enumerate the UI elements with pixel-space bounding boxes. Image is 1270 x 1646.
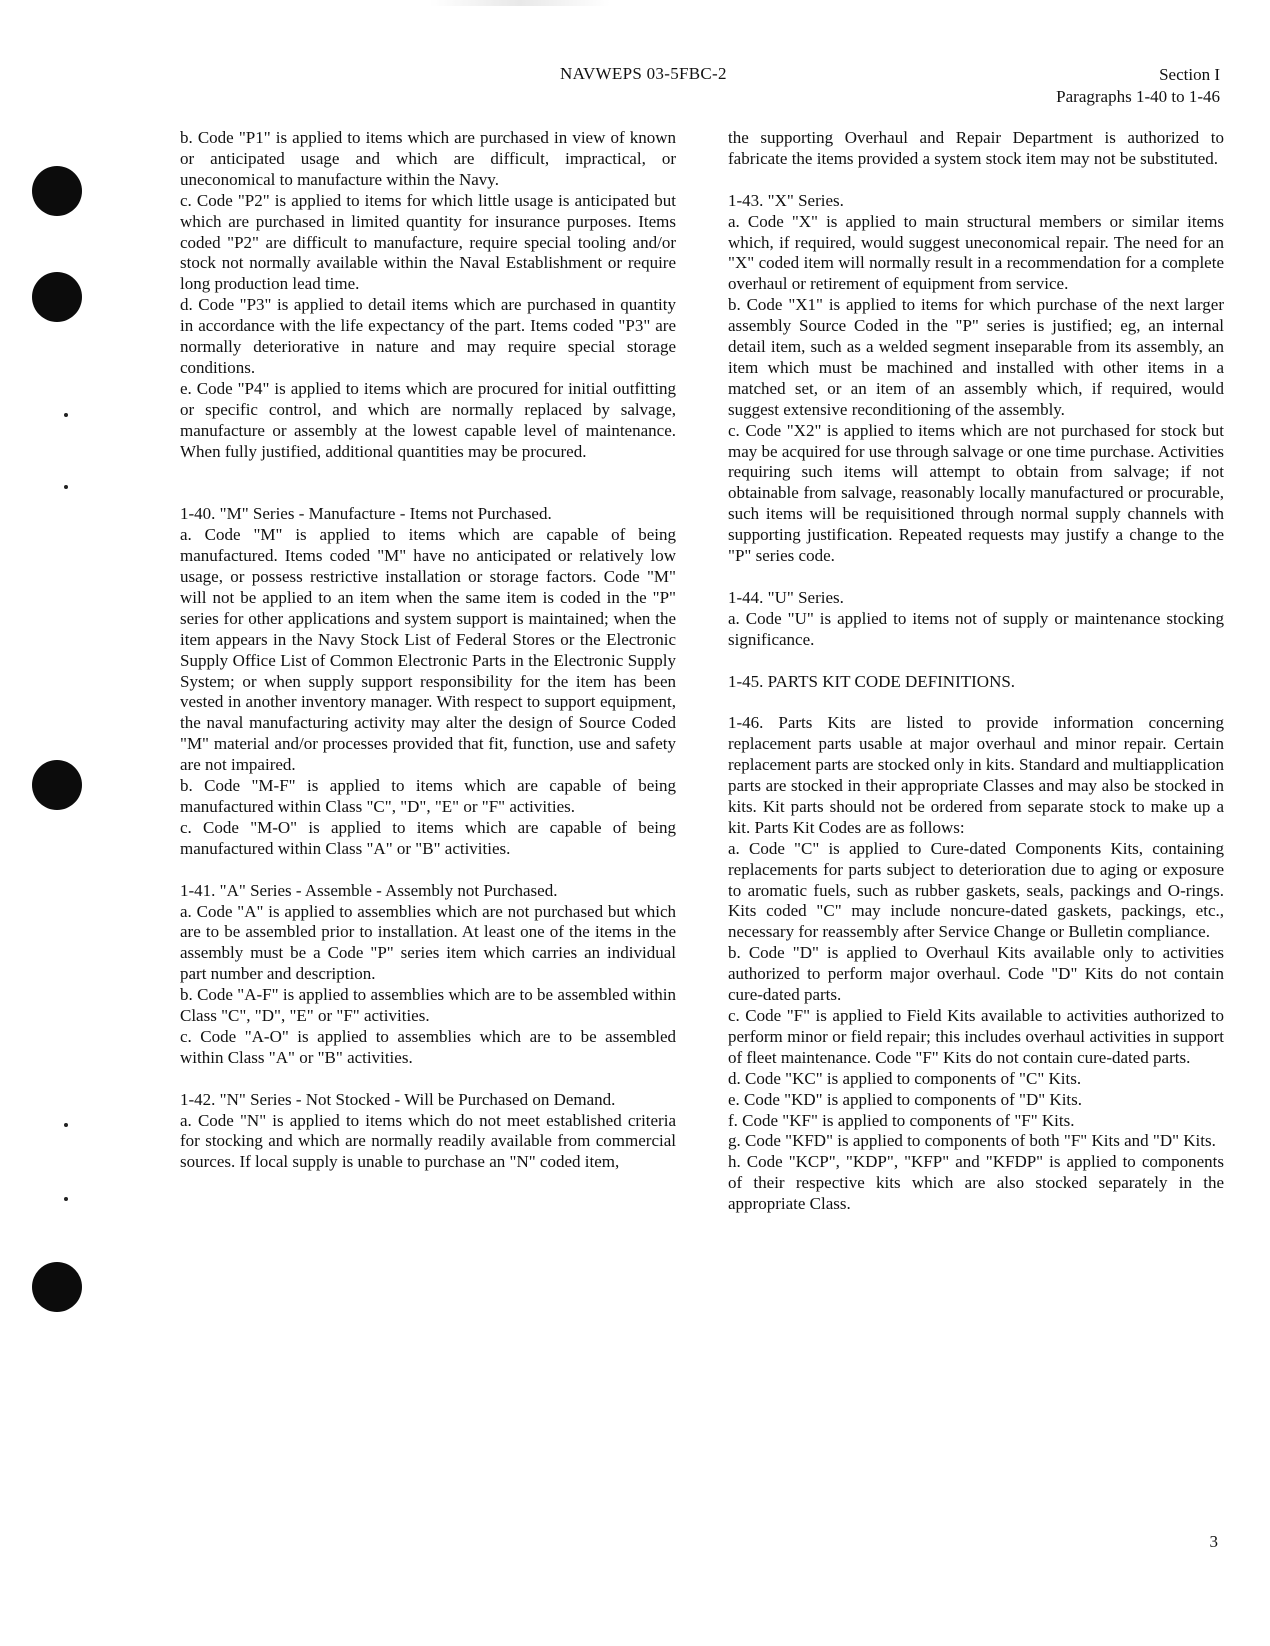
paragraph-p4: e. Code "P4" is applied to items which are procured for initial outfitting or specific control, and which are normally replaced by salvage, manufacture or assembly at the lowest capable level of maintenance. When fully justified, additional quantities may be procured. [180,378,676,461]
paragraph-range: Paragraphs 1-40 to 1-46 [1056,87,1220,106]
paragraph-x1: b. Code "X1" is applied to items for which purchase of the next larger assembly Source Coded in the "P" series is justified; eg, an internal detail item, such as a welded segment inseparable from its assembly, an item which must be machined and installed with other items in a matched set, or an item of an assembly which, if required, would suggest extensive reconditioning of the assembly. [728,295,1224,419]
heading-1-40: 1-40. "M" Series - Manufacture - Items not Purchased. [180,504,552,524]
heading-1-41: 1-41. "A" Series - Assemble - Assembly not Purchased. [180,880,558,900]
heading-1-43: 1-43. "X" Series. [728,190,844,210]
page-number: 3 [1209,1532,1218,1551]
speck [64,413,68,417]
paragraph-p2: c. Code "P2" is applied to items for which little usage is anticipated but which are purchased in limited quantity for insurance purposes. Items coded "P2" are difficult to manufacture, require special tooling and/or stock not normally available within the Naval Establishment or require long production lead time. [180,190,676,294]
paragraph-m-o: c. Code "M-O" is applied to items which are capable of being manufactured within Class "A" or "B" activities. [180,817,676,858]
paragraph-n-continued: the supporting Overhaul and Repair Department is authorized to fabricate the items provided a system stock item may not be substituted. [728,128,1224,168]
binder-hole-3 [32,760,82,810]
heading-1-42: 1-42. "N" Series - Not Stocked - Will be Purchased on Demand. [180,1089,616,1109]
right-column [728,128,1224,1215]
paragraph-kit-kd: e. Code "KD" is applied to components of "D" Kits. [728,1089,1083,1109]
paragraph-kit-c: a. Code "C" is applied to Cure-dated Components Kits, containing replacements for parts subject to deterioration due to aging or exposure to aromatic fuels, such as rubber gaskets, seals, packings and O-rings. Kits coded "C" may include noncure-dated gaskets, packings, etc., necessary for reassembly after Service Change or Bulletin compliance. [728,838,1224,942]
paragraph-kit-kc: d. Code "KC" is applied to components of "C" Kits. [728,1068,1082,1088]
binder-hole-2 [32,272,82,322]
left-column [180,128,676,1173]
paragraph-p1: b. Code "P1" is applied to items which are purchased in view of known or anticipated usage and which are difficult, impractical, or uneconomical to manufacture within the Navy. [180,128,676,189]
binder-hole-1 [32,166,82,216]
paragraph-1-46: 1-46. Parts Kits are listed to provide information concerning replacement parts usable at major overhaul and minor repair. Certain replacement parts are stocked only in kits. Standard and multiapplication parts are stocked in their appropriate Classes and may also be stocked in kits. Kit parts should not be ordered from separate stock to make up a kit. Parts Kit Codes are as follows: [728,713,1224,837]
heading-1-45: 1-45. PARTS KIT CODE DEFINITIONS. [728,671,1016,691]
paragraph-kit-kfd: g. Code "KFD" is applied to components of both "F" Kits and "D" Kits. [728,1131,1216,1151]
paragraph-a: a. Code "A" is applied to assemblies which are not purchased but which are to be assembled prior to installation. At least one of the items in the assembly must be a Code "P" series item which carries an individual part number and description. [180,901,676,984]
paragraph-x: a. Code "X" is applied to main structural members or similar items which, if required, would suggest uneconomical repair. The need for an "X" coded item will normally result in a recommendation for a complete overhaul or retirement of equipment from service. [728,211,1224,294]
paragraph-kit-kf: f. Code "KF" is applied to components of "F" Kits. [728,1110,1075,1130]
paragraph-n: a. Code "N" is applied to items which do not meet established criteria for stocking and which are normally readily available from commercial sources. If local supply is unable to purchase an "N" coded item, [180,1110,676,1172]
speck [64,485,68,489]
paragraph-p3: d. Code "P3" is applied to detail items which are purchased in quantity in accordance with the life expectancy of the part. Items coded "P3" are normally deteriorative in nature and may require special storage conditions. [180,295,676,377]
speck [64,1123,68,1127]
paragraph-x2: c. Code "X2" is applied to items which are not purchased for stock but may be acquired for use through salvage or one time purchase. Activities requiring such items will attempt to obtain from salvage; if not obtainable from salvage, reasonably locally manufactured or procurable, such items will be requisitioned through normal supply channels with supporting justification. Repeated requests may justify a change to the "P" series code. [728,420,1224,566]
paragraph-a-f: b. Code "A-F" is applied to assemblies which are to be assembled within Class "C", "D", "E" or "F" activities. [180,985,676,1026]
scan-artifact [430,0,610,6]
paragraph-u: a. Code "U" is applied to items not of supply or maintenance stocking significance. [728,608,1224,649]
section-header [1056,64,1220,108]
paragraph-m: a. Code "M" is applied to items which are capable of being manufactured. Items coded "M" have no anticipated or relatively low usage, or possess restrictive installation or storage factors. Code "M" will not be applied to an item when the same item is coded in the "P" series for other applications and system support is maintained; when the item appears in the Navy Stock List of Federal Stores or the Electronic Supply Office List of Common Electronic Parts in the Electronic Supply System; or when supply support responsibility for the item has been vested in another inventory manager. With respect to support equipment, the naval manufacturing activity may alter the design of Source Coded "M" material and/or processes provided that fit, function, use and safety are not impaired. [180,525,676,775]
binder-hole-4 [32,1262,82,1312]
speck [64,1197,68,1201]
paragraph-kit-f: c. Code "F" is applied to Field Kits available to activities authorized to perform minor or field repair; this includes overhaul activities in support of fleet maintenance. Code "F" Kits do not contain cure-dated parts. [728,1006,1224,1067]
heading-1-44: 1-44. "U" Series. [728,587,844,607]
section-label: Section I [1159,65,1220,84]
document-number: NAVWEPS 03-5FBC-2 [560,64,727,83]
paragraph-kit-kcp: h. Code "KCP", "KDP", "KFP" and "KFDP" is applied to components of their respective kits which are also stocked separately in the appropriate Class. [728,1152,1224,1214]
paragraph-a-o: c. Code "A-O" is applied to assemblies which are to be assembled within Class "A" or "B" activities. [180,1026,676,1067]
paragraph-kit-d: b. Code "D" is applied to Overhaul Kits available only to activities authorized to perform major overhaul. Code "D" Kits do not contain cure-dated parts. [728,943,1224,1005]
paragraph-m-f: b. Code "M-F" is applied to items which are capable of being manufactured within Class "C", "D", "E" or "F" activities. [180,776,676,816]
